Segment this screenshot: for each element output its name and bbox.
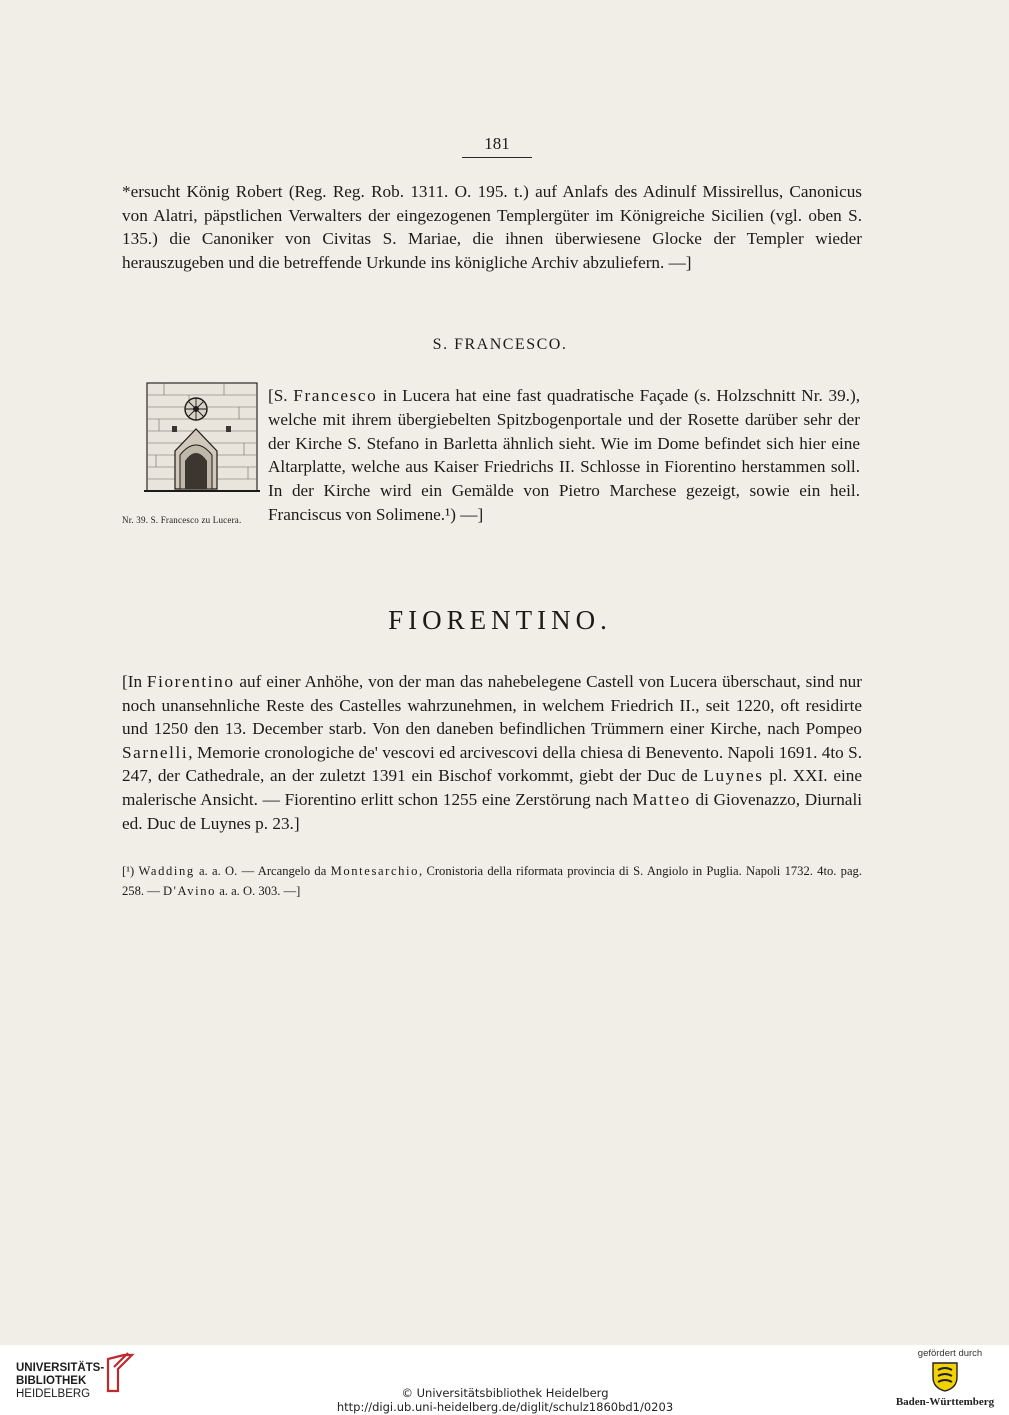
- library-logo-mark-icon: [104, 1351, 138, 1393]
- fn-name-montesarchio: Montesarchio: [330, 864, 420, 878]
- library-line-3: HEIDELBERG: [16, 1388, 91, 1400]
- heading-s-francesco: S. FRANCESCO.: [432, 336, 568, 353]
- fn-name-wadding: Wadding: [138, 864, 195, 878]
- p2-name-francesco: Francesco: [293, 386, 378, 405]
- p3-mid2: , Memorie cronologiche de' vescovi ed arcivescovi della chiesa di Benevento. Napoli 1691. 4to S. 247, der Cathedrale, an der zuletzt 1391 ein Bischof vorkommt, giebt der Duc de: [122, 742, 862, 786]
- p3-end: di Giovenazzo, Diurnali ed. Duc de Luynes p. 23.]: [122, 789, 862, 833]
- fn-name-davino: D'Avino: [162, 884, 217, 898]
- library-logo-text[interactable]: [16, 1362, 104, 1401]
- baden-wuerttemberg-crest-icon: [930, 1360, 960, 1392]
- fn-mid2: , Cronistoria della riformata provincia di S. Angiolo in Puglia. Napoli 1732. 4to. pag. 258. —: [122, 864, 863, 898]
- paragraph-fiorentino: [122, 670, 862, 835]
- fn-mid1: a. a. O. — Arcangelo da: [194, 864, 331, 878]
- figure-caption: Nr. 39. S. Francesco zu Lucera.: [122, 515, 242, 525]
- p3-open: [In: [122, 672, 147, 691]
- fn-open: [¹): [122, 864, 139, 878]
- p2-open: [S.: [268, 386, 294, 405]
- footer-bar: [0, 1345, 1009, 1415]
- p3-name-fiorentino: Fiorentino: [146, 672, 235, 691]
- copyright-text: © Universitätsbibliothek Heidelberg: [401, 1386, 609, 1400]
- paragraph-francesco: [268, 384, 860, 527]
- p3-mid3: pl. XXI. eine malerische Ansicht. — Fiorentino erlitt schon 1255 eine Zerstörung nach: [122, 766, 862, 809]
- p3-name-luynes: Luynes: [703, 766, 764, 786]
- funder-name[interactable]: Baden-Württemberg: [895, 1396, 995, 1408]
- source-url[interactable]: http://digi.ub.uni-heidelberg.de/diglit/schulz1860bd1/0203: [336, 1400, 674, 1414]
- funded-by-label: gefördert durch: [917, 1348, 983, 1359]
- p3-name-matteo: Matteo: [632, 789, 691, 809]
- library-line-1: UNIVERSITÄTS-: [16, 1362, 105, 1374]
- paragraph-templer: *ersucht König Robert (Reg. Reg. Rob. 1311. O. 195. t.) auf Anlafs des Adinulf Missirellus, Canonicus von Alatri, päpstlichen Verwalters der eingezogenen Templergüter im Königreiche Sicilien (vgl. oben S. 135.) die Canoniker von Civitas S. Mariae, die ihnen überwiesene Glocke der Templer wieder herauszugeben und die betreffende Urkunde ins königliche Archiv abzuliefern. —]: [122, 182, 862, 272]
- p3-name-sarnelli: Sarnelli: [122, 742, 189, 762]
- footnote: [122, 861, 862, 901]
- fn-end: a. a. O. 303. —]: [216, 884, 301, 898]
- heading-fiorentino: FIORENTINO.: [388, 605, 612, 635]
- woodcut-facade-illustration: [144, 381, 260, 495]
- library-line-2: BIBLIOTHEK: [16, 1375, 87, 1387]
- p3-mid1: auf einer Anhöhe, von der man das nahebelegene Castell von Lucera überschaut, sind nur noch unansehnliche Reste des Castelles wahrzunehmen, in welchem Friedrich II., seit 1220, oft residirte und 1250 den 13. December starb. Von den daneben befindlichen Trümmern einer Kirche, nach Pompeo: [122, 672, 862, 739]
- p2-rest: in Lucera hat eine fast quadratische Façade (s. Holzschnitt Nr. 39.), welche mit ihrem übergiebelten Spitzbogenportale und der Rosette darüber sehr der der Kirche S. Stefano in Barletta ähnlich sieht. Wie im Dome befindet sich hier eine Altarplatte, welche aus Kaiser Friedrichs II. Schlosse in Fiorentino herstammen soll. In der Kirche wird ein Gemälde von Pietro Marchese gezeigt, sowie ein heil. Franciscus von Solimene.¹) —]: [268, 386, 860, 524]
- page-number: 181: [462, 134, 532, 158]
- copyright-block: [250, 1386, 760, 1414]
